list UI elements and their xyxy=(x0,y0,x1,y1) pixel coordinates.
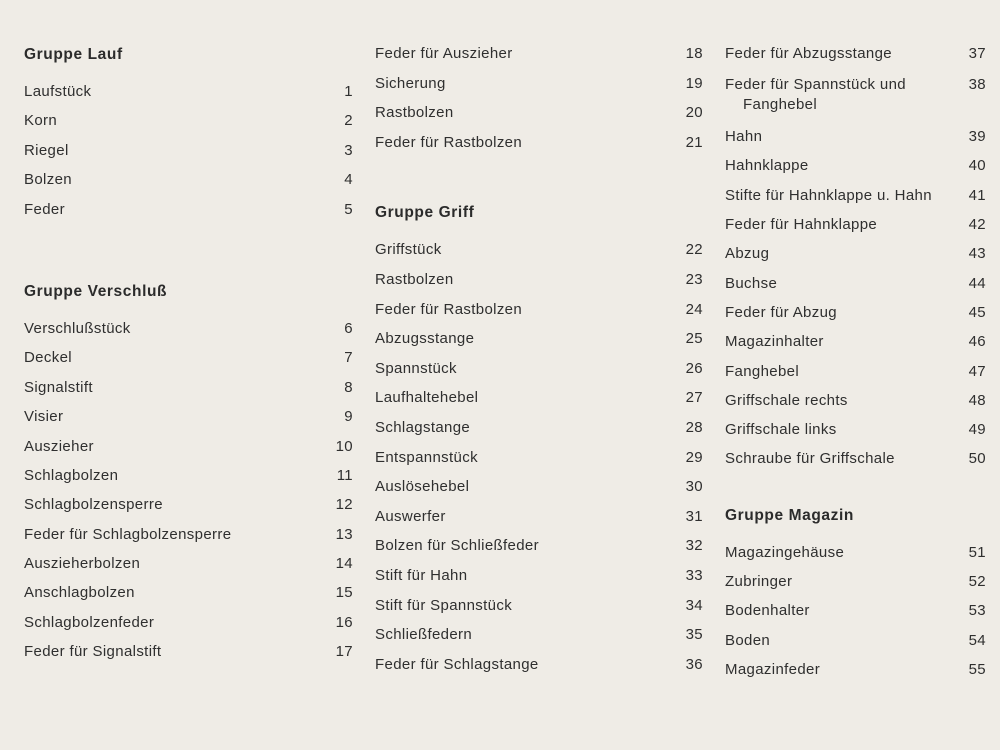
item-label: Verschlußstück xyxy=(24,319,131,337)
item-label xyxy=(725,75,966,115)
group-spacer xyxy=(725,481,986,507)
item-label: Feder für Hahnklappe xyxy=(725,216,878,234)
item-label: Feder für Auszieher xyxy=(375,45,513,62)
list-item xyxy=(375,509,703,539)
list-item xyxy=(24,615,353,644)
list-item xyxy=(725,662,986,691)
item-number: 3 xyxy=(344,141,353,159)
list-item xyxy=(375,420,703,450)
item-number: 44 xyxy=(968,274,986,292)
group-lauf xyxy=(24,46,353,231)
list-item xyxy=(375,479,703,509)
item-number: 38 xyxy=(968,76,986,94)
item-number: 30 xyxy=(685,478,703,496)
item-number: 41 xyxy=(968,186,986,204)
group-title-griff: Gruppe Griff xyxy=(375,204,475,222)
item-number: 31 xyxy=(685,507,703,525)
item-label: Feder für Rastbolzen xyxy=(375,133,523,151)
item-label: Signalstift xyxy=(24,378,93,396)
item-label: Riegel xyxy=(24,141,69,159)
item-label: Schlagstange xyxy=(375,418,471,436)
item-number: 21 xyxy=(685,133,703,151)
item-label: Feder für Schlagbolzensperre xyxy=(24,525,232,543)
list-item xyxy=(24,409,353,438)
item-number: 35 xyxy=(685,626,703,644)
group-magazin xyxy=(725,507,986,691)
list-item xyxy=(375,135,703,165)
group-verschluss xyxy=(24,283,353,674)
item-label: Bodenhalter xyxy=(725,602,810,620)
item-number: 42 xyxy=(968,216,986,234)
item-label: Bolzen für Schließfeder xyxy=(375,537,539,555)
list-item xyxy=(24,380,353,409)
item-number: 39 xyxy=(968,128,986,146)
column-2 xyxy=(353,46,703,686)
item-number: 12 xyxy=(335,496,353,514)
list-item xyxy=(24,527,353,556)
item-label: Schlagbolzensperre xyxy=(24,496,163,514)
item-number: 14 xyxy=(335,555,353,573)
item-label: Abzugsstange xyxy=(375,330,475,348)
list-item xyxy=(725,393,986,422)
item-label: Auswerfer xyxy=(375,507,446,525)
item-label: Buchse xyxy=(725,274,778,292)
item-label: Auslösehebel xyxy=(375,478,470,496)
list-item xyxy=(725,545,986,574)
item-label: Rastbolzen xyxy=(375,104,454,122)
list-item xyxy=(24,113,353,142)
item-label: Laufhaltehebel xyxy=(375,389,479,407)
item-label: Griffschale rechts xyxy=(725,391,848,409)
list-item xyxy=(375,242,703,272)
item-list-verschluss xyxy=(24,321,353,674)
item-label: Griffschale links xyxy=(725,421,837,439)
item-number: 1 xyxy=(344,83,353,100)
item-number: 32 xyxy=(685,537,703,555)
item-list-griff-continued xyxy=(725,46,986,481)
list-item xyxy=(24,556,353,585)
item-number: 33 xyxy=(685,566,703,584)
list-item xyxy=(725,574,986,603)
item-number: 36 xyxy=(685,655,703,673)
item-number: 8 xyxy=(344,378,353,396)
item-number: 40 xyxy=(968,157,986,175)
item-number: 27 xyxy=(685,389,703,407)
list-item xyxy=(375,538,703,568)
item-number: 26 xyxy=(685,359,703,377)
item-label: Fanghebel xyxy=(725,362,800,380)
item-label: Sicherung xyxy=(375,74,446,92)
item-label: Boden xyxy=(725,631,771,649)
list-item xyxy=(24,172,353,201)
item-label: Spannstück xyxy=(375,359,457,377)
item-label: Schlagbolzenfeder xyxy=(24,613,155,631)
item-label: Rastbolzen xyxy=(375,270,454,288)
item-label-line2: Fanghebel xyxy=(743,96,818,114)
item-number: 6 xyxy=(344,319,353,337)
item-number: 46 xyxy=(968,333,986,351)
item-label: Korn xyxy=(24,112,58,130)
item-list-magazin xyxy=(725,545,986,691)
list-item xyxy=(725,603,986,632)
list-item xyxy=(725,364,986,393)
item-label: Stift für Spannstück xyxy=(375,596,513,614)
list-item xyxy=(375,272,703,302)
item-number: 16 xyxy=(335,613,353,631)
list-item xyxy=(24,644,353,673)
item-label: Auszieher xyxy=(24,437,94,455)
item-number: 13 xyxy=(335,525,353,543)
item-label: Hahn xyxy=(725,128,763,146)
list-item xyxy=(725,46,986,75)
item-number: 24 xyxy=(685,300,703,318)
list-item xyxy=(725,75,986,129)
item-number: 34 xyxy=(685,596,703,614)
item-number: 37 xyxy=(968,45,986,62)
column-1 xyxy=(0,46,353,674)
list-item xyxy=(24,143,353,172)
item-number: 54 xyxy=(968,631,986,649)
item-number: 18 xyxy=(685,45,703,62)
list-item xyxy=(725,633,986,662)
item-list-verschluss-continued xyxy=(375,46,703,164)
group-title-verschluss: Gruppe Verschluß xyxy=(24,282,168,300)
item-label: Schraube für Griffschale xyxy=(725,450,895,468)
list-item xyxy=(24,468,353,497)
parts-list-columns xyxy=(0,46,1000,750)
list-item xyxy=(725,246,986,275)
item-number: 15 xyxy=(335,584,353,602)
list-item xyxy=(725,188,986,217)
item-label: Magazinhalter xyxy=(725,333,824,351)
item-label: Feder für Schlagstange xyxy=(375,655,539,673)
item-number: 22 xyxy=(685,241,703,259)
list-item xyxy=(725,422,986,451)
item-number: 7 xyxy=(344,349,353,367)
list-item xyxy=(725,217,986,246)
list-item xyxy=(375,302,703,332)
item-label: Deckel xyxy=(24,349,72,367)
list-item xyxy=(725,305,986,334)
item-label: Entspannstück xyxy=(375,448,478,466)
item-number: 47 xyxy=(968,362,986,380)
list-item xyxy=(375,598,703,628)
item-label-line1: Feder für Spannstück und xyxy=(725,76,907,94)
list-item xyxy=(24,585,353,614)
list-item xyxy=(375,105,703,135)
item-label: Griffstück xyxy=(375,241,442,259)
item-number: 43 xyxy=(968,245,986,263)
list-item xyxy=(725,451,986,480)
list-item xyxy=(24,321,353,350)
list-item xyxy=(24,497,353,526)
item-label: Visier xyxy=(24,408,64,426)
list-item xyxy=(725,158,986,187)
list-item xyxy=(725,334,986,363)
item-number: 25 xyxy=(685,330,703,348)
item-number: 50 xyxy=(968,450,986,468)
list-item xyxy=(24,439,353,468)
item-number: 10 xyxy=(335,437,353,455)
item-number: 55 xyxy=(968,660,986,678)
group-spacer xyxy=(375,164,703,204)
list-item xyxy=(24,350,353,379)
item-label: Schließfedern xyxy=(375,626,473,644)
list-item xyxy=(375,568,703,598)
item-number: 51 xyxy=(968,543,986,561)
item-number: 29 xyxy=(685,448,703,466)
item-label: Hahnklappe xyxy=(725,157,809,175)
item-label: Auszieherbolzen xyxy=(24,555,141,573)
item-label: Stift für Hahn xyxy=(375,566,468,584)
column-3 xyxy=(703,46,1000,691)
group-verschluss-continued xyxy=(375,46,703,164)
item-number: 53 xyxy=(968,602,986,620)
list-item xyxy=(24,202,353,231)
item-number: 5 xyxy=(344,200,353,218)
list-item xyxy=(375,76,703,106)
list-item xyxy=(375,390,703,420)
item-label: Feder xyxy=(24,200,65,218)
list-item xyxy=(375,331,703,361)
item-number: 9 xyxy=(344,408,353,426)
item-number: 17 xyxy=(335,643,353,661)
item-label: Abzug xyxy=(725,245,770,263)
item-number: 20 xyxy=(685,104,703,122)
list-item xyxy=(375,657,703,687)
item-label: Feder für Abzugsstange xyxy=(725,45,892,62)
group-spacer xyxy=(24,231,353,283)
item-label: Schlagbolzen xyxy=(24,466,119,484)
list-item xyxy=(375,361,703,391)
item-label: Zubringer xyxy=(725,573,793,591)
item-number: 48 xyxy=(968,391,986,409)
item-number: 28 xyxy=(685,418,703,436)
list-item xyxy=(375,46,703,76)
item-label: Stifte für Hahnklappe u. Hahn xyxy=(725,186,932,204)
item-number: 49 xyxy=(968,421,986,439)
item-number: 19 xyxy=(685,74,703,92)
item-number: 45 xyxy=(968,303,986,321)
list-item xyxy=(725,276,986,305)
item-label: Feder für Rastbolzen xyxy=(375,300,523,318)
list-item xyxy=(375,450,703,480)
item-number: 11 xyxy=(336,466,353,484)
item-number: 52 xyxy=(968,573,986,591)
group-griff xyxy=(375,204,703,686)
item-number: 2 xyxy=(344,112,353,130)
group-title-magazin: Gruppe Magazin xyxy=(725,506,854,524)
item-label: Laufstück xyxy=(24,83,92,100)
item-label: Anschlagbolzen xyxy=(24,584,135,602)
item-label: Bolzen xyxy=(24,171,72,189)
item-label: Magazinfeder xyxy=(725,660,821,678)
group-griff-continued xyxy=(725,46,986,481)
item-label: Feder für Signalstift xyxy=(24,643,162,661)
item-number: 4 xyxy=(344,171,353,189)
list-item xyxy=(725,129,986,158)
item-number: 23 xyxy=(685,270,703,288)
item-list-lauf xyxy=(24,84,353,231)
list-item xyxy=(375,627,703,657)
item-label: Feder für Abzug xyxy=(725,303,837,321)
item-label: Magazingehäuse xyxy=(725,543,845,561)
list-item xyxy=(24,84,353,113)
group-title-lauf: Gruppe Lauf xyxy=(24,46,123,63)
item-list-griff xyxy=(375,242,703,686)
